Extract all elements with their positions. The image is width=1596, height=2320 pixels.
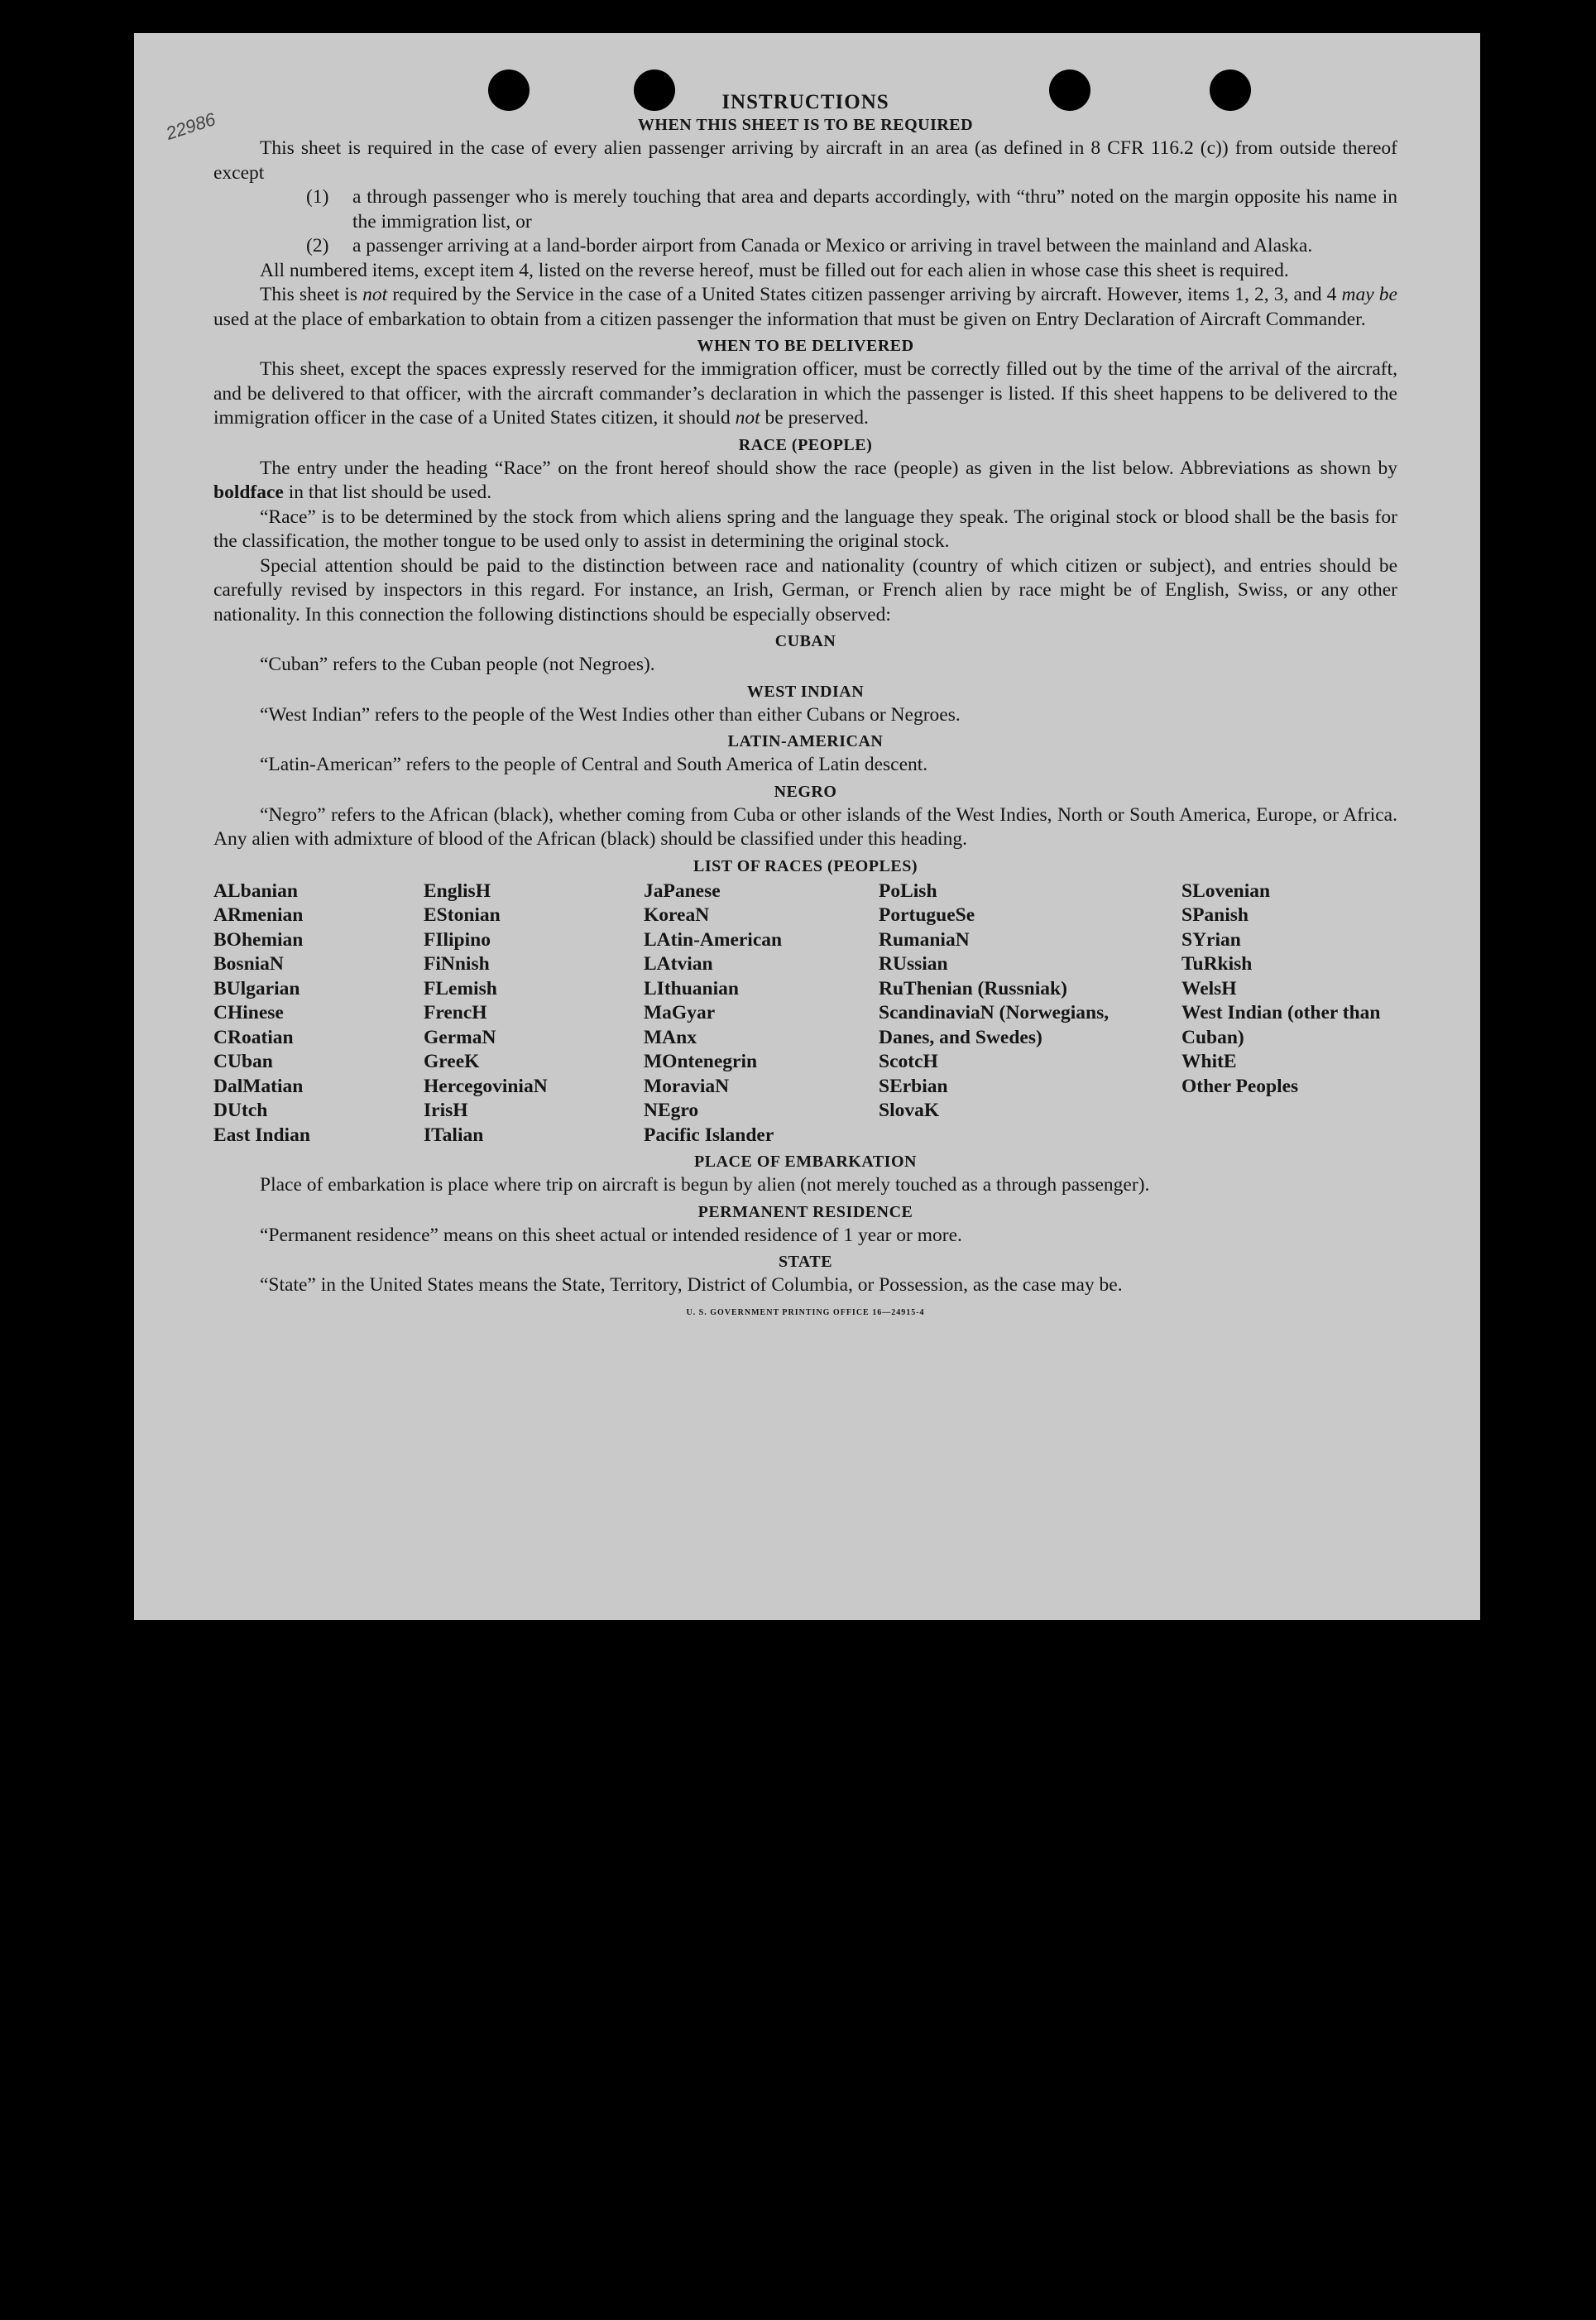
- race-entry: LIthuanian: [644, 977, 739, 999]
- paragraph: [213, 357, 1397, 431]
- race-entry: FrencH: [424, 1002, 487, 1023]
- item-text: a passenger arriving at a land-border airport from Canada or Mexico or arriving in travel between the mainland and Alaska.: [352, 235, 1313, 256]
- race-entry: SYrian: [1181, 928, 1241, 951]
- emphasis: may be: [1341, 284, 1397, 305]
- paragraph: “State” in the United States means the State, Territory, District of Columbia, or Possession, as the case may be.: [260, 1274, 1123, 1296]
- races-list: [213, 880, 1397, 1148]
- document-sheet: [134, 33, 1480, 1620]
- race-entry: RumaniaN: [879, 928, 970, 951]
- race-entry: EnglisH: [424, 880, 491, 902]
- race-entry: KoreaN: [644, 904, 710, 926]
- bold-word: boldface: [213, 482, 284, 503]
- paragraph: “Latin-American” refers to the people of Central and South America of Latin descent.: [260, 754, 928, 775]
- race-entry: BosniaN: [213, 953, 284, 975]
- race-entry: WelsH: [1181, 977, 1237, 999]
- race-entry: SPanish: [1181, 904, 1249, 926]
- paragraph: Special attention should be paid to the distinction between race and nationality (country of which citizen or subject), and entries should be carefully revised by inspectors in this regard. For instance, an Irish, German, or French alien by race might be of English, Swiss, or any other nationality. In this connection the following distinctions should be especially observed:: [213, 554, 1397, 626]
- race-entry: NEgro: [644, 1100, 699, 1121]
- handwritten-stamp: 22986: [163, 108, 218, 144]
- text-run: in that list should be used.: [283, 482, 492, 503]
- text-run: This sheet is: [260, 284, 363, 305]
- races-column: [879, 880, 1181, 1148]
- subheading-embarkation: PLACE OF EMBARKATION: [694, 1153, 917, 1171]
- race-entry: RuThenian (Russniak): [879, 977, 1067, 999]
- race-entry: MoraviaN: [644, 1075, 730, 1097]
- race-entry: ARmenian: [213, 904, 304, 926]
- punch-hole: [1210, 70, 1251, 111]
- race-entry: FLemish: [424, 977, 497, 999]
- race-entry: CHinese: [213, 1002, 284, 1023]
- race-entry: MAnx: [644, 1026, 697, 1048]
- list-item: [306, 185, 1397, 234]
- race-entry: DUtch: [213, 1100, 268, 1121]
- punch-hole: [488, 70, 530, 111]
- punch-hole: [634, 70, 675, 111]
- subheading-latin-american: LATIN-AMERICAN: [727, 732, 884, 750]
- emphasis: not: [735, 407, 760, 429]
- subheading-negro: NEGRO: [774, 782, 837, 801]
- race-entry: PortugueSe: [879, 904, 975, 926]
- page-title: INSTRUCTIONS: [721, 91, 889, 113]
- race-entry: IrisH: [424, 1100, 468, 1121]
- races-column: [644, 880, 879, 1148]
- subheading-residence: PERMANENT RESIDENCE: [697, 1202, 913, 1221]
- emphasis: not: [362, 284, 388, 305]
- text-run: be preserved.: [760, 407, 869, 429]
- section-heading-race: RACE (PEOPLE): [738, 435, 873, 454]
- race-entry: CUban: [213, 1051, 273, 1072]
- race-entry: MaGyar: [644, 1002, 716, 1023]
- race-entry: DalMatian: [213, 1075, 304, 1097]
- item-text: a through passenger who is merely touching that area and departs accordingly, with “thru” noted on the margin opposite his name in the immigration list, or: [352, 186, 1397, 232]
- paragraph: “West Indian” refers to the people of the West Indies other than either Cubans or Negroes.: [260, 703, 961, 726]
- race-entry: Other Peoples: [1181, 1075, 1299, 1097]
- race-entry: ALbanian: [213, 880, 298, 902]
- race-entry: SlovaK: [879, 1100, 940, 1121]
- race-entry: SErbian: [879, 1075, 948, 1097]
- printer-imprint: U. S. GOVERNMENT PRINTING OFFICE 16—24915-4: [686, 1307, 925, 1317]
- item-number: (1): [306, 186, 329, 208]
- race-entry: GermaN: [424, 1026, 496, 1048]
- paragraph: [213, 457, 1397, 506]
- subheading-cuban: CUBAN: [774, 632, 836, 650]
- text-run: used at the place of embarkation to obtain from a citizen passenger the information that must be given on Entry Declaration of Aircraft Commander.: [213, 308, 1366, 330]
- race-entry: PoLish: [879, 880, 937, 902]
- races-column: [1181, 880, 1397, 1148]
- race-entry: HercegoviniaN: [424, 1075, 548, 1097]
- text-run: The entry under the heading “Race” on the front hereof should show the race (people) as given in the list below. Abbreviations as shown by: [260, 457, 1397, 479]
- paragraph: “Cuban” refers to the Cuban people (not Negroes).: [260, 654, 655, 675]
- paragraph: “Negro” refers to the African (black), whether coming from Cuba or other islands of the West Indies, North or South America, Europe, or Africa. Any alien with admixture of blood of the African (black) should be classified under this heading.: [213, 803, 1397, 850]
- race-entry: LAtin-American: [644, 928, 783, 951]
- race-entry: RUssian: [879, 953, 948, 975]
- item-number: (2): [306, 235, 329, 256]
- paragraph: This sheet is required in the case of every alien passenger arriving by aircraft in an area (as defined in 8 CFR 116.2 (c)) from outside thereof except: [213, 137, 1397, 184]
- race-entry: West Indian (other than Cuban): [1181, 1002, 1381, 1048]
- race-entry: ITalian: [424, 1124, 484, 1146]
- punch-hole: [1049, 70, 1090, 111]
- race-entry: GreeK: [424, 1051, 480, 1072]
- race-entry: BOhemian: [213, 928, 304, 951]
- section-heading-delivered: WHEN TO BE DELIVERED: [697, 337, 914, 355]
- race-entry: LAtvian: [644, 953, 713, 975]
- race-entry: FIlipino: [424, 928, 491, 951]
- text-run: required by the Service in the case of a United States citizen passenger arriving by aircraft. However, items 1, 2, 3, and 4: [387, 284, 1342, 305]
- race-entry: FiNnish: [424, 953, 490, 975]
- paragraph: Place of embarkation is place where trip on aircraft is begun by alien (not merely touched as a through passenger).: [260, 1174, 1150, 1196]
- subheading-west-indian: WEST INDIAN: [746, 682, 865, 701]
- paragraph: All numbered items, except item 4, listed on the reverse hereof, must be filled out for each alien in whose case this sheet is required.: [260, 259, 1289, 281]
- race-entry: JaPanese: [644, 880, 721, 902]
- race-entry: East Indian: [213, 1124, 310, 1146]
- races-heading: LIST OF RACES (PEOPLES): [693, 856, 918, 875]
- race-entry: CRoatian: [213, 1026, 294, 1048]
- paragraph: “Permanent residence” means on this sheet actual or intended residence of 1 year or more.: [260, 1224, 962, 1246]
- race-entry: SLovenian: [1181, 880, 1271, 902]
- paragraph: [213, 283, 1397, 332]
- race-entry: ScotcH: [879, 1051, 938, 1072]
- race-entry: Pacific Islander: [644, 1124, 774, 1146]
- text-run: This sheet, except the spaces expressly reserved for the immigration officer, must be correctly filled out by the time of the arrival of the aircraft, and be delivered to that officer, with the aircraft commander’s declaration in which the passenger is listed. If this sheet happens to be delivered to the immigration officer in the case of a United States citizen, it should: [213, 358, 1397, 429]
- race-entry: MOntenegrin: [644, 1051, 758, 1072]
- list-item: [306, 234, 1397, 259]
- races-column: [424, 880, 644, 1148]
- race-entry: TuRkish: [1181, 953, 1253, 975]
- subheading-state: STATE: [778, 1253, 833, 1271]
- race-entry: WhitE: [1181, 1051, 1237, 1072]
- races-column: [213, 880, 424, 1148]
- section-heading-required: WHEN THIS SHEET IS TO BE REQUIRED: [637, 116, 974, 134]
- race-entry: EStonian: [424, 904, 501, 926]
- race-entry: BUlgarian: [213, 977, 300, 999]
- race-entry: ScandinaviaN (Norwegians, Danes, and Swedes): [879, 1002, 1110, 1048]
- paragraph: “Race” is to be determined by the stock from which aliens spring and the language they speak. The original stock or blood shall be the basis for the classification, the mother tongue to be used only to assist in determining the original stock.: [213, 506, 1397, 552]
